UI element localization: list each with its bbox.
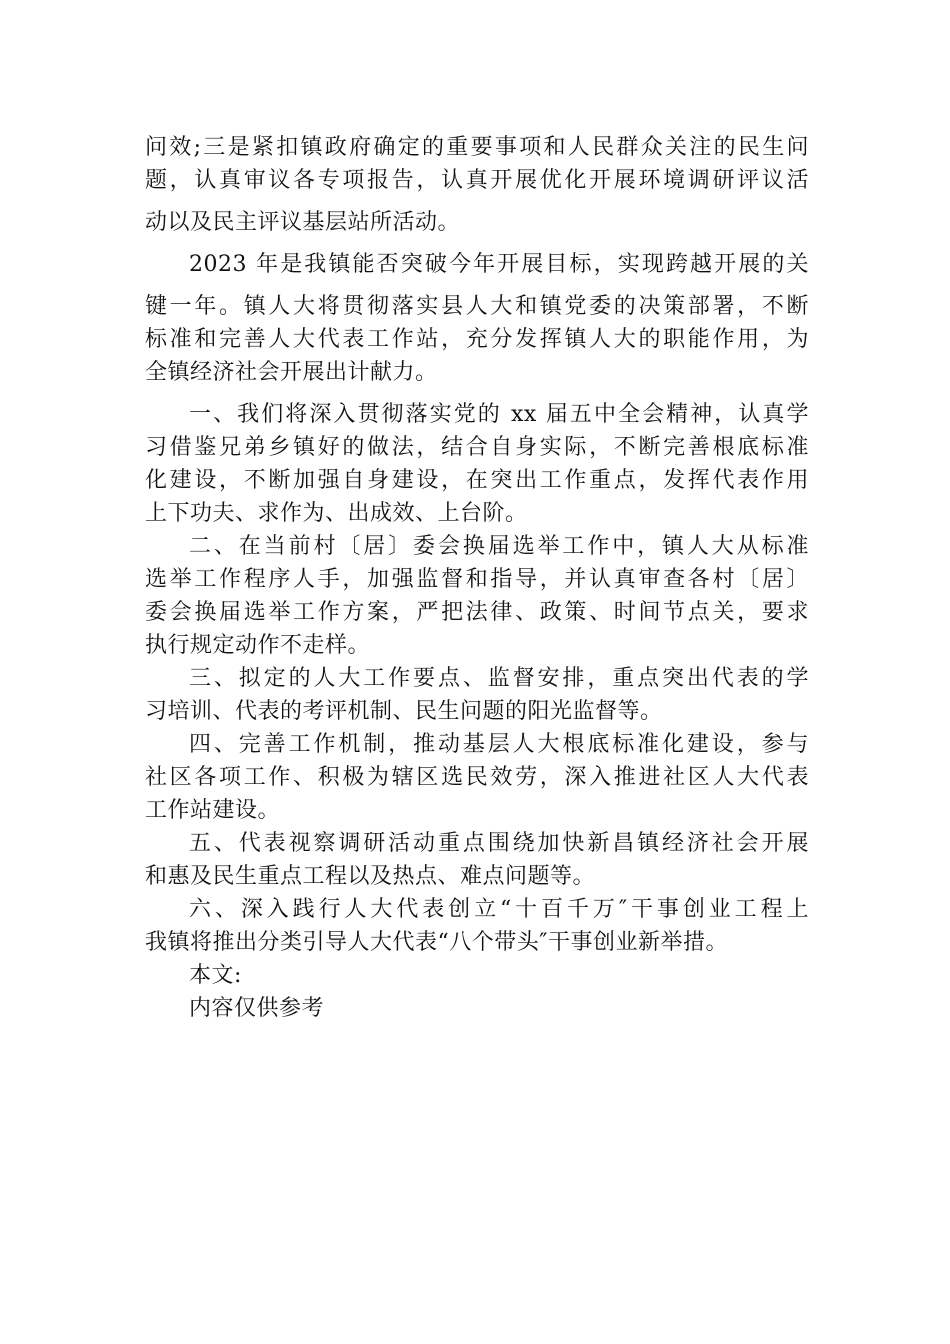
text-line: 我镇将推出分类引导人大代表“八个带头″干事创业新举措。	[145, 930, 728, 955]
text-line: 五、代表视察调研活动重点围绕加快新昌镇经济社会开展	[189, 831, 809, 856]
text-line: 工作站建设。	[145, 798, 281, 823]
document-body	[145, 131, 809, 1025]
text-line: 全镇经济社会开展出计献力。	[145, 360, 438, 385]
text-line: 一、我们将深入贯彻落实党的 xx 届五中全会精神，认真学	[189, 402, 809, 427]
text-line: 和惠及民生重点工程以及热点、难点问题等。	[145, 864, 596, 889]
text-line: 习借鉴兄弟乡镇好的做法，结合自身实际，不断完善根底标准	[145, 435, 809, 460]
text-line: 执行规定动作不走样。	[145, 633, 371, 658]
text-line: 二、在当前村〔居〕委会换届选举工作中，镇人大从标准	[189, 534, 809, 559]
text-line: 键一年。镇人大将贯彻落实县人大和镇党委的决策部署，不断	[145, 294, 809, 319]
text-line: 内容仅供参考	[189, 996, 325, 1021]
text-line: 六、深入践行人大代表创立“十百千万″干事创业工程上	[189, 897, 809, 922]
text-line: 社区各项工作、积极为辖区选民效劳，深入推进社区人大代表	[145, 765, 809, 790]
text-line: 委会换届选举工作方案，严把法律、政策、时间节点关，要求	[145, 600, 809, 625]
text-line: 三、拟定的人大工作要点、监督安排，重点突出代表的学	[189, 666, 809, 691]
text-line: 本文:	[189, 963, 242, 988]
text-line: 2023 年是我镇能否突破今年开展目标，实现跨越开展的关	[189, 252, 809, 277]
text-line: 四、完善工作机制，推动基层人大根底标准化建设，参与	[189, 732, 809, 757]
text-line: 上下功夫、求作为、出成效、上台阶。	[145, 501, 528, 526]
text-line: 标准和完善人大代表工作站，充分发挥镇人大的职能作用，为	[145, 327, 809, 352]
text-line: 题，认真审议各专项报告，认真开展优化开展环境调研评议活	[145, 168, 809, 193]
text-line: 习培训、代表的考评机制、民生问题的阳光监督等。	[145, 699, 663, 724]
text-line: 化建设，不断加强自身建设，在突出工作重点，发挥代表作用	[145, 468, 809, 493]
text-line: 问效;三是紧扣镇政府确定的重要事项和人民群众关注的民生问	[145, 135, 809, 160]
text-line: 选举工作程序人手，加强监督和指导，并认真审查各村〔居〕	[145, 567, 809, 592]
text-line: 动以及民主评议基层站所活动。	[145, 210, 461, 235]
